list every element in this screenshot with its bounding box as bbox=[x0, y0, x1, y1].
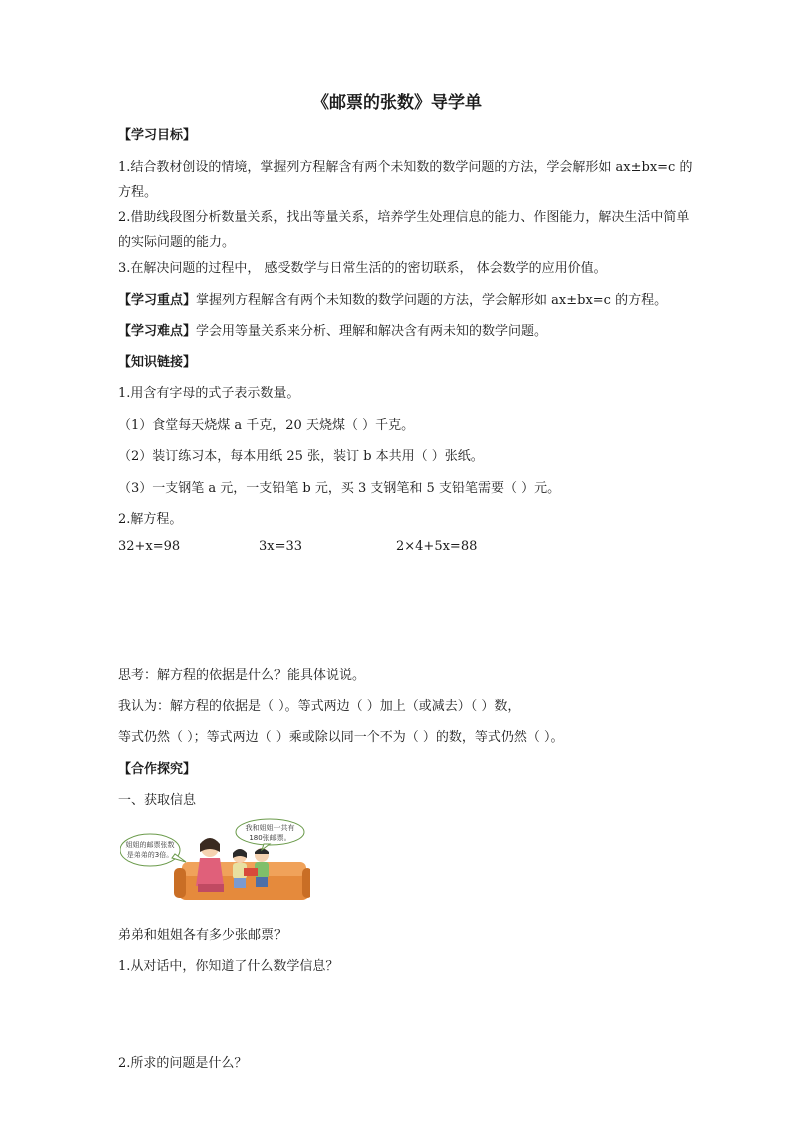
key-point-label: 【学习重点】 bbox=[118, 293, 197, 308]
family-on-sofa-picture bbox=[120, 818, 310, 903]
bubble-right-line-2: 180张邮票。 bbox=[249, 834, 291, 842]
explore-question: 弟弟和姐姐各有多少张邮票？ bbox=[118, 928, 288, 943]
goal-2-line-2: 的实际问题的能力。 bbox=[118, 235, 236, 250]
knowledge-q2: 2.解方程。 bbox=[118, 512, 183, 527]
goal-3: 3.在解决问题的过程中， 感受数学与日常生活的的密切联系， 体会数学的应用价值。 bbox=[118, 261, 607, 276]
explore-step-1: 一、获取信息 bbox=[118, 793, 197, 808]
page-title: 《邮票的张数》导学单 bbox=[312, 93, 482, 113]
difficulty bbox=[118, 320, 547, 339]
key-point-text: 掌握列方程解含有两个未知数的数学问题的方法，学会解形如 ax±bx=c 的方程。 bbox=[196, 293, 668, 308]
goals-header: 【学习目标】 bbox=[118, 128, 197, 143]
knowledge-q1-1: （1）食堂每天烧煤 a 千克，20 天烧煤（ ）千克。 bbox=[118, 418, 415, 433]
explore-sub-2: 2.所求的问题是什么？ bbox=[118, 1056, 248, 1071]
difficulty-text: 学会用等量关系来分析、理解和解决含有两未知的数学问题。 bbox=[196, 324, 548, 339]
explore-header: 【合作探究】 bbox=[118, 762, 197, 777]
answer-line-2: 等式仍然（ ）；等式两边（ ）乘或除以同一个不为（ ）的数，等式仍然（ ）。 bbox=[118, 730, 564, 745]
knowledge-q1: 1.用含有字母的式子表示数量。 bbox=[118, 386, 300, 401]
knowledge-q1-3: （3）一支钢笔 a 元，一支铅笔 b 元，买 3 支钢笔和 5 支铅笔需要（ ）元。 bbox=[118, 481, 561, 496]
bubble-left-line-2: 是弟弟的3倍。 bbox=[126, 851, 174, 859]
bubble-left-line-1: 姐姐的邮票张数 bbox=[125, 841, 175, 849]
answer-line-1: 我认为：解方程的依据是（ ）。等式两边（ ）加上（或减去）（ ）数， bbox=[118, 699, 521, 714]
equation-1: 32+x=98 bbox=[118, 539, 181, 554]
difficulty-label: 【学习难点】 bbox=[118, 324, 197, 339]
goal-2-line-1: 2.借助线段图分析数量关系，找出等量关系，培养学生处理信息的能力、作图能力，解决生活中简单 bbox=[118, 210, 690, 225]
key-point bbox=[118, 289, 667, 308]
equation-2: 3x=33 bbox=[259, 539, 303, 554]
knowledge-header: 【知识链接】 bbox=[118, 355, 197, 370]
think-question: 思考：解方程的依据是什么？能具体说说。 bbox=[118, 668, 366, 683]
explore-sub-1: 1.从对话中，你知道了什么数学信息？ bbox=[118, 959, 339, 974]
goal-1-line-2: 方程。 bbox=[118, 185, 158, 200]
knowledge-q1-2: （2）装订练习本，每本用纸 25 张，装订 b 本共用（ ）张纸。 bbox=[118, 449, 484, 464]
stamp-story-illustration bbox=[120, 818, 310, 903]
equation-3: 2×4+5x=88 bbox=[396, 539, 478, 554]
bubble-right-line-1: 我和姐姐一共有 bbox=[245, 824, 295, 832]
goal-1-line-1: 1.结合教材创设的情境，掌握列方程解含有两个未知数的数学问题的方法，学会解形如 ax±bx=c 的 bbox=[118, 160, 693, 175]
